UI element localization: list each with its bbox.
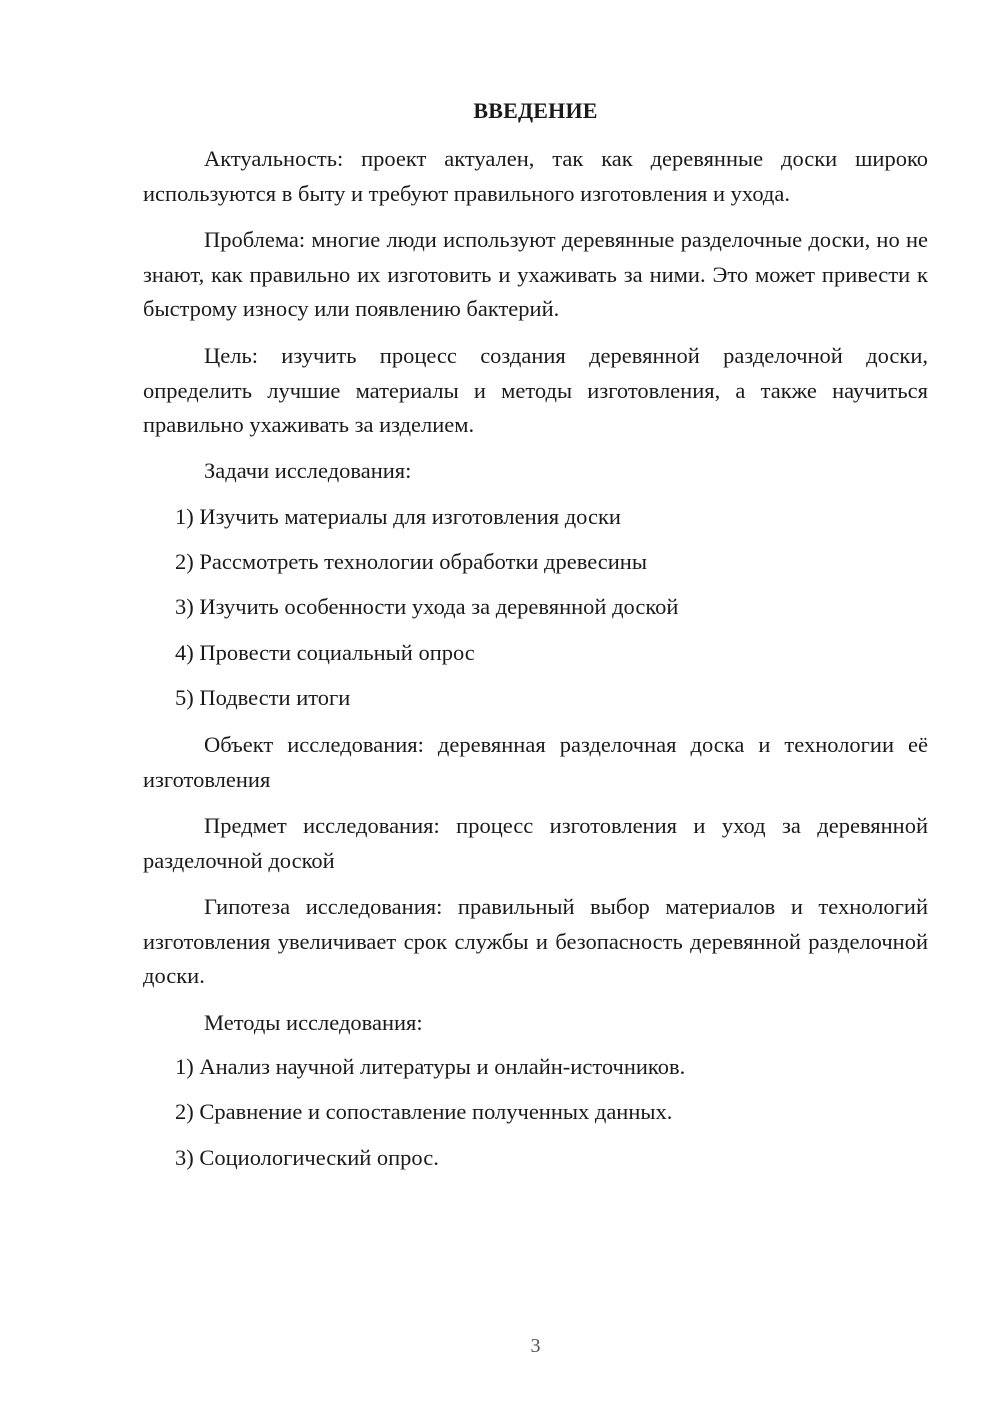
document-page	[143, 0, 928, 1414]
page-number: 3	[530, 1335, 541, 1357]
method-item: 3) Социологический опрос.	[175, 1145, 439, 1170]
method-item: 1) Анализ научной литературы и онлайн-источников.	[175, 1054, 686, 1079]
relevance-paragraph: Актуальность: проект актуален, так как деревянные доски широко используются в быту и требуют правильного изготовления и ухода.	[143, 146, 928, 206]
subject-paragraph: Предмет исследования: процесс изготовления и уход за деревянной разделочной доской	[143, 813, 928, 873]
goal-paragraph: Цель: изучить процесс создания деревянной разделочной доски, определить лучшие материалы и методы изготовления, а также научиться правильно ухаживать за изделием.	[143, 343, 928, 437]
method-item: 2) Сравнение и сопоставление полученных данных.	[175, 1099, 673, 1124]
task-item: 5) Подвести итоги	[175, 685, 351, 710]
section-title: ВВЕДЕНИЕ	[473, 98, 598, 123]
task-item: 3) Изучить особенности ухода за деревянной доской	[175, 594, 679, 619]
task-item: 2) Рассмотреть технологии обработки древесины	[175, 549, 647, 574]
hypothesis-paragraph: Гипотеза исследования: правильный выбор материалов и технологий изготовления увеличивает срок службы и безопасность деревянной разделочной доски.	[143, 894, 928, 988]
methods-heading: Методы исследования:	[204, 1010, 423, 1035]
problem-paragraph: Проблема: многие люди используют деревянные разделочные доски, но не знают, как правильно их изготовить и ухаживать за ними. Это может привести к быстрому износу или появлению бактерий.	[143, 227, 928, 321]
task-item: 1) Изучить материалы для изготовления доски	[175, 504, 621, 529]
tasks-heading: Задачи исследования:	[204, 458, 412, 483]
task-item: 4) Провести социальный опрос	[175, 640, 475, 665]
object-paragraph: Объект исследования: деревянная разделочная доска и технологии её изготовления	[143, 732, 928, 792]
